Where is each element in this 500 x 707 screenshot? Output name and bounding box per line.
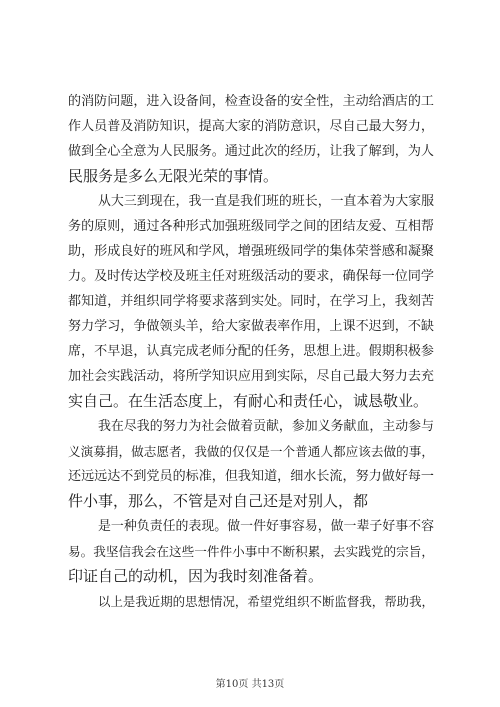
- text-line: 还远远达不到党员的标准，但我知道，细水长流，努力做好每一: [68, 469, 434, 484]
- text-line: 易。我坚信我会在这些一件件小事中不断积累，去实践党的宗旨，: [68, 544, 434, 559]
- text-line: 从大三到现在，我一直是我们班的班长，一直本着为大家服: [98, 194, 434, 209]
- text-line: 实自己。在生活态度上，有耐心和责任心，诚恳敬业。: [68, 392, 429, 410]
- text-line: 做到全心全意为人民服务。通过此次的经历，让我了解到，为人: [68, 144, 434, 159]
- document-body: [68, 89, 434, 614]
- text-line: 努力学习，争做领头羊，给大家做表率作用，上课不迟到，不缺: [68, 319, 434, 334]
- text-line: 席，不早退，认真完成老师分配的任务，思想上进。假期积极参: [68, 344, 434, 359]
- text-line: 作人员普及消防知识，提高大家的消防意识，尽自己最大努力，: [68, 119, 434, 134]
- text-line: 力。及时传达学校及班主任对班级活动的要求，确保每一位同学: [68, 269, 434, 284]
- text-line: 义演募捐，做志愿者，我做的仅仅是一个普通人都应该去做的事，: [68, 444, 434, 459]
- text-line: 民服务是多么无限光荣的事情。: [68, 167, 279, 185]
- text-line: 加社会实践活动，将所学知识应用到实际，尽自己最大努力去充: [68, 369, 434, 384]
- text-line: 件小事，那么，不管是对自己还是对别人，都: [68, 492, 369, 510]
- text-line: 务的原则，通过各种形式加强班级同学之间的团结友爱、互相帮: [68, 219, 434, 234]
- page-footer: 第10页 共13页: [215, 679, 285, 690]
- text-line: 都知道，并组织同学将要求落到实处。同时，在学习上，我刻苦: [68, 294, 434, 309]
- text-line: 我在尽我的努力为社会做着贡献，参加义务献血，主动参与: [98, 419, 434, 434]
- text-line: 印证自己的动机，因为我时刻准备着。: [68, 567, 324, 585]
- text-line: 是一种负责任的表现。做一件好事容易，做一辈子好事不容: [98, 519, 434, 534]
- text-line: 的消防问题，进入设备间，检查设备的安全性，主动给酒店的工: [68, 94, 434, 109]
- text-line: 以上是我近期的思想情况，希望党组织不断监督我，帮助我，: [98, 594, 434, 609]
- text-line: 助，形成良好的班风和学风，增强班级同学的集体荣誉感和凝聚: [68, 244, 434, 259]
